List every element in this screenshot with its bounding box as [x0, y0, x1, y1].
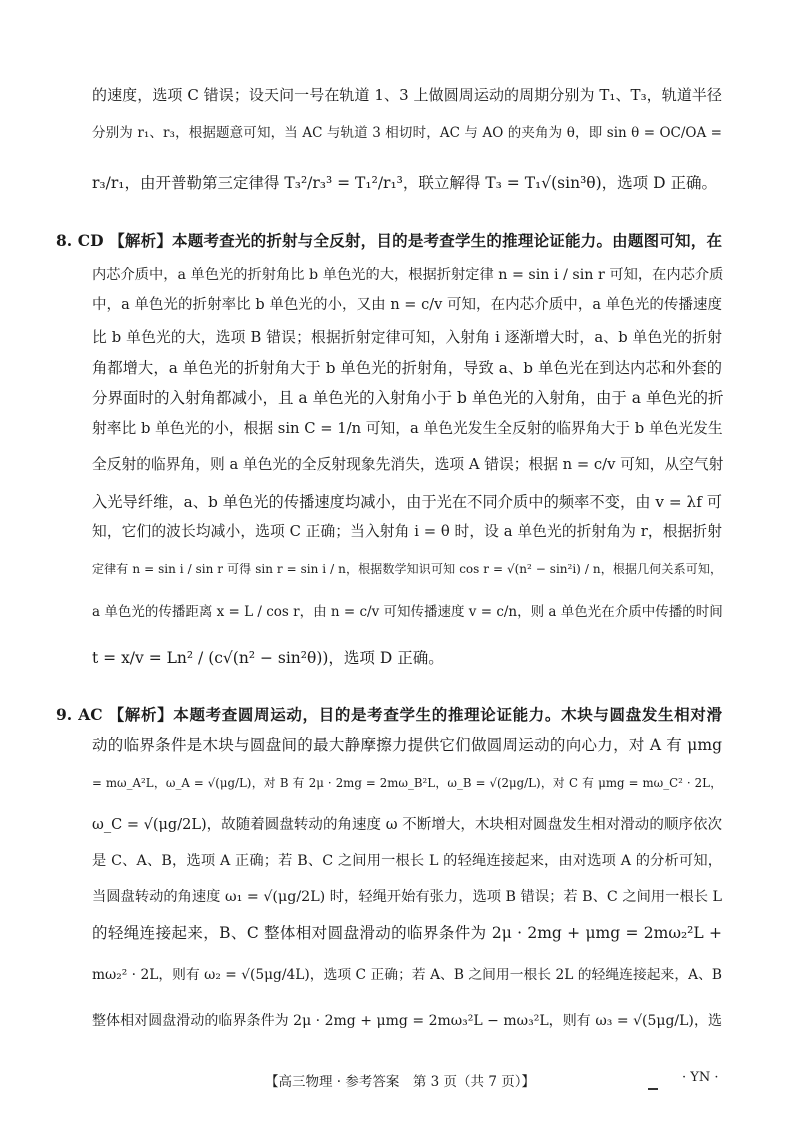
- text-line: 内芯介质中，a 单色光的折射角比 b 单色光的大，根据折射定律 n = sin i / sin r 可知，在内芯介质: [92, 267, 724, 283]
- page-footer: 【高三物理 · 参考答案 第 3 页（共 7 页）】: [265, 1074, 535, 1090]
- question-8-heading: 8. CD 【解析】本题考查光的折射与全反射，目的是考查学生的推理论证能力。由题图可知，在: [56, 231, 722, 250]
- footer-code: · YN ·: [682, 1070, 719, 1085]
- text-line: 分界面时的入射角都减小，且 a 单色光的入射角小于 b 单色光的入射角，由于 a 单色光的折: [92, 389, 724, 407]
- text-line: t = x/v = Ln² / (c√(n² − sin²θ))，选项 D 正确。: [92, 649, 444, 667]
- text-line: 中，a 单色光的折射率比 b 单色光的小，又由 n = c/v 可知，在内芯介质中，a 单色光的传播速度: [92, 297, 722, 313]
- text-line: 当圆盘转动的角速度 ω₁ = √(μg/2L) 时，轻绳开始有张力，选项 B 错误；若 B、C 之间用一根长 L: [92, 889, 722, 905]
- text-line: 分别为 r₁、r₃，根据题意可知，当 AC 与轨道 3 相切时，AC 与 AO 的夹角为 θ，即 sin θ = OC/OA =: [92, 125, 722, 141]
- text-line: 的轻绳连接起来，B、C 整体相对圆盘滑动的临界条件为 2μ · 2mg + μmg = 2mω₂²L +: [92, 924, 722, 942]
- text-line: 知，它们的波长均减小，选项 C 正确；当入射角 i = θ 时，设 a 单色光的折射角为 r，根据折射: [92, 523, 722, 540]
- text-line: 比 b 单色光的大，选项 B 错误；根据折射定律可知，入射角 i 逐渐增大时，a、b 单色光的折射: [92, 329, 722, 346]
- text-line: 定律有 n = sin i / sin r 可得 sin r = sin i / n，根据数学知识可知 cos r = √(n² − sin²i) / n，根据几何关系可知，: [92, 562, 722, 576]
- text-line: a 单色光的传播距离 x = L / cos r，由 n = c/v 可知传播速度 v = c/n，则 a 单色光在介质中传播的时间: [92, 604, 723, 620]
- text-line: 动的临界条件是木块与圆盘间的最大静摩擦力提供它们做圆周运动的向心力，对 A 有 μmg: [92, 736, 722, 754]
- text-line: 整体相对圆盘滑动的临界条件为 2μ · 2mg + μmg = 2mω₃²L − mω₃²L，则有 ω₃ = √(5μg/L)，选: [92, 1013, 722, 1029]
- text-line: 入光导纤维，a、b 单色光的传播速度均减小，由于光在不同介质中的频率不变，由 v = λf 可: [92, 493, 722, 511]
- text-line: 全反射的临界角，则 a 单色光的全反射现象先消失，选项 A 错误；根据 n = c/v 可知，从空气射: [92, 456, 724, 473]
- footer-mark: [648, 1088, 658, 1090]
- question-9-heading: 9. AC 【解析】本题考查圆周运动，目的是考查学生的推理论证能力。木块与圆盘发生相对滑: [56, 705, 722, 724]
- text-line: 的速度，选项 C 错误；设天问一号在轨道 1、3 上做圆周运动的周期分别为 T₁、T₃，轨道半径: [92, 86, 722, 104]
- text-line: = mω_A²L，ω_A = √(μg/L)，对 B 有 2μ · 2mg = 2mω_B²L，ω_B = √(2μg/L)，对 C 有 μmg = mω_C² · 2L，: [92, 776, 722, 790]
- text-line: r₃/r₁，由开普勒第三定律得 T₃²/r₃³ = T₁²/r₁³，联立解得 T₃ = T₁√(sin³θ)，选项 D 正确。: [92, 174, 717, 192]
- text-line: 角都增大，a 单色光的折射角大于 b 单色光的折射角，导致 a、b 单色光在到达内芯和外套的: [92, 359, 722, 377]
- text-line: 射率比 b 单色光的小，根据 sin C = 1/n 可知，a 单色光发生全反射的临界角大于 b 单色光发生: [92, 420, 723, 437]
- text-line: ω_C = √(μg/2L)，故随着圆盘转动的角速度 ω 不断增大，木块相对圆盘发生相对滑动的顺序依次: [92, 817, 722, 833]
- text-line: 是 C、A、B，选项 A 正确；若 B、C 之间用一根长 L 的轻绳连接起来，由对选项 A 的分析可知，: [92, 853, 722, 869]
- text-line: mω₂² · 2L，则有 ω₂ = √(5μg/4L)，选项 C 正确；若 A、B 之间用一根长 2L 的轻绳连接起来，A、B: [92, 967, 722, 983]
